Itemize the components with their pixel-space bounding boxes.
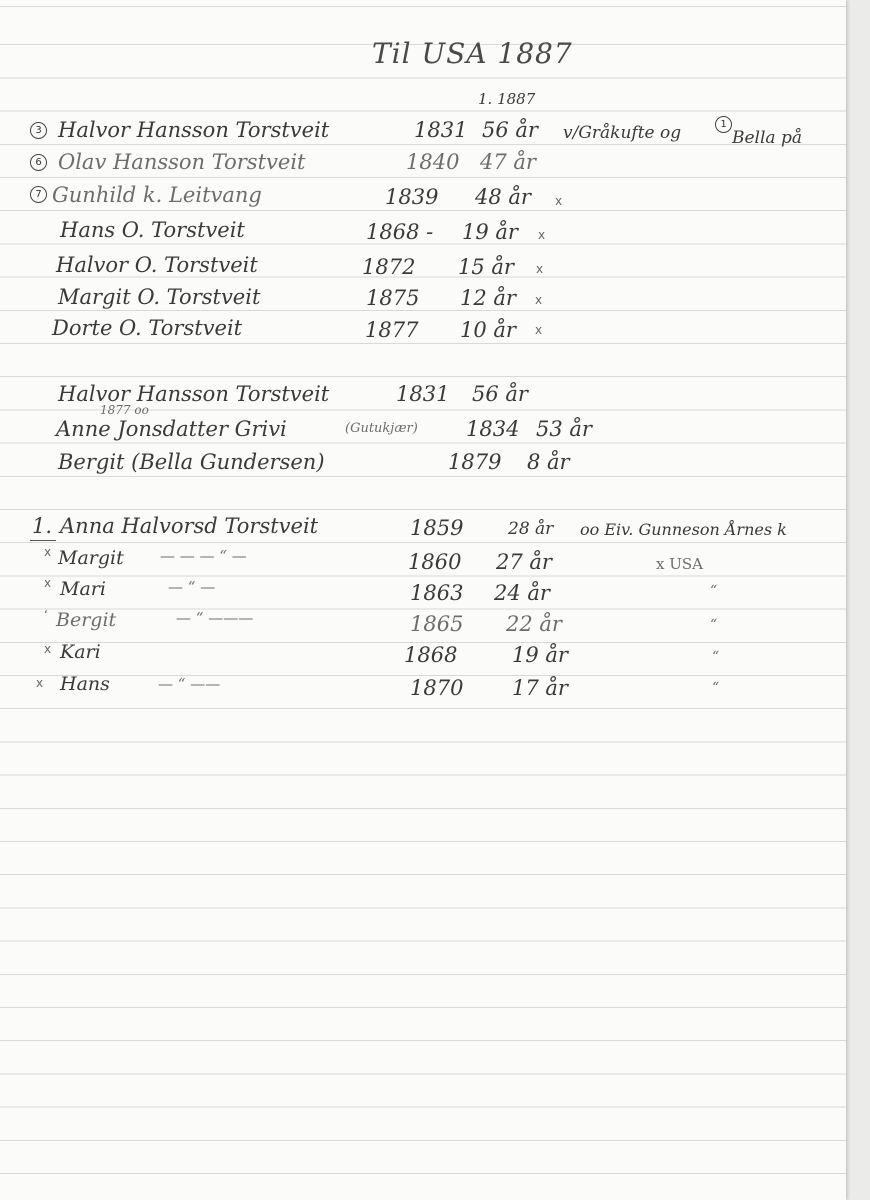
entry-born: 1879 bbox=[448, 450, 502, 474]
entry-paren: (Gutukjær) bbox=[345, 421, 418, 436]
entry-age: 22 år bbox=[506, 612, 562, 636]
entry-name: Bergit bbox=[56, 609, 117, 631]
circled-mark-7: 7 bbox=[30, 186, 47, 203]
entry-age: 47 år bbox=[480, 150, 536, 174]
entry-age: 24 år bbox=[494, 581, 550, 605]
check-x: x bbox=[44, 576, 52, 590]
ditto-marks: — — — “ — bbox=[160, 547, 247, 565]
entry-age: 53 år bbox=[536, 417, 592, 441]
entry-number: 1. bbox=[32, 514, 53, 538]
entry-age: 27 år bbox=[496, 550, 552, 574]
check-x: x bbox=[538, 228, 546, 242]
destination: x USA bbox=[656, 555, 703, 573]
entry-name: Anne Jonsdatter Grivi bbox=[56, 417, 287, 441]
marriage-note: 1877 oo bbox=[100, 403, 149, 417]
entry-born: 1872 bbox=[362, 255, 416, 279]
entry-name: Halvor Hansson Torstveit bbox=[58, 382, 330, 406]
page-title: Til USA 1887 bbox=[372, 37, 573, 70]
entry-born: 1831 bbox=[396, 382, 450, 406]
entry-born: 1831 bbox=[414, 118, 468, 142]
entry-born: 1870 bbox=[410, 676, 464, 700]
entry-name: Hans bbox=[60, 673, 110, 695]
entry-age: 17 år bbox=[512, 676, 568, 700]
entry-born: 1863 bbox=[410, 581, 464, 605]
circled-mark-6: 6 bbox=[30, 154, 47, 171]
entry-name: Kari bbox=[60, 641, 101, 663]
entry-name: Margit O. Torstveit bbox=[58, 285, 261, 309]
circled-mark-3: 3 bbox=[30, 122, 47, 139]
entry-age: 56 år bbox=[472, 382, 528, 406]
entry-name: Margit bbox=[58, 547, 124, 569]
check-x: x bbox=[36, 676, 44, 690]
entry-name: Hans O. Torstveit bbox=[60, 218, 245, 242]
entry-name: Halvor O. Torstveit bbox=[56, 253, 258, 277]
entry-born: 1868 bbox=[404, 643, 458, 667]
entry-name: Olav Hansson Torstveit bbox=[58, 150, 306, 174]
check-x: x bbox=[44, 545, 52, 559]
destination-ditto: “ bbox=[710, 583, 718, 599]
entry-age: 28 år bbox=[508, 519, 554, 539]
ditto-marks: — “ —— bbox=[158, 675, 221, 693]
check-x: x bbox=[535, 323, 543, 337]
entry-age: 10 år bbox=[460, 318, 516, 342]
destination-ditto: “ bbox=[710, 617, 718, 633]
destination-ditto: “ bbox=[712, 680, 720, 696]
entry-age: 8 år bbox=[527, 450, 570, 474]
circled-mark-1: 1 bbox=[715, 116, 732, 133]
entry-age: 12 år bbox=[460, 286, 516, 310]
year-note: 1. 1887 bbox=[478, 90, 536, 108]
entry-name: Anna Halvorsd Torstveit bbox=[60, 514, 319, 538]
entry-name: Mari bbox=[60, 578, 106, 600]
entry-name: Halvor Hansson Torstveit bbox=[58, 118, 330, 142]
entry-note: v/Gråkufte og bbox=[563, 123, 682, 143]
check-x: x bbox=[535, 293, 543, 307]
entry-born: 1868 - bbox=[366, 220, 434, 244]
entry-name: Gunhild k. Leitvang bbox=[52, 183, 262, 207]
destination-ditto: “ bbox=[712, 649, 720, 665]
entry-name: Bergit (Bella Gundersen) bbox=[58, 450, 325, 474]
entry-note-2: Bella på bbox=[732, 128, 802, 148]
entry-born: 1860 bbox=[408, 550, 462, 574]
underline bbox=[30, 540, 56, 541]
entry-born: 1839 bbox=[385, 185, 439, 209]
entry-born: 1859 bbox=[410, 516, 464, 540]
check-x: x bbox=[555, 194, 563, 208]
check-x: x bbox=[536, 262, 544, 276]
entry-age: 15 år bbox=[458, 255, 514, 279]
entry-age: 56 år bbox=[482, 118, 538, 142]
entry-born: 1840 bbox=[406, 150, 460, 174]
entry-born: 1875 bbox=[366, 286, 420, 310]
entry-age: 19 år bbox=[462, 220, 518, 244]
check-x: ‘ bbox=[44, 608, 48, 622]
entry-name: Dorte O. Torstveit bbox=[52, 316, 243, 340]
entry-age: 48 år bbox=[475, 185, 531, 209]
entry-born: 1834 bbox=[466, 417, 520, 441]
entry-note: oo Eiv. Gunneson Årnes k bbox=[580, 520, 787, 539]
ditto-marks: — “ — bbox=[168, 578, 216, 596]
entry-age: 19 år bbox=[512, 643, 568, 667]
check-x: x bbox=[44, 642, 52, 656]
entry-born: 1865 bbox=[410, 612, 464, 636]
entry-born: 1877 bbox=[365, 318, 419, 342]
ditto-marks: — “ ——— bbox=[176, 609, 254, 627]
